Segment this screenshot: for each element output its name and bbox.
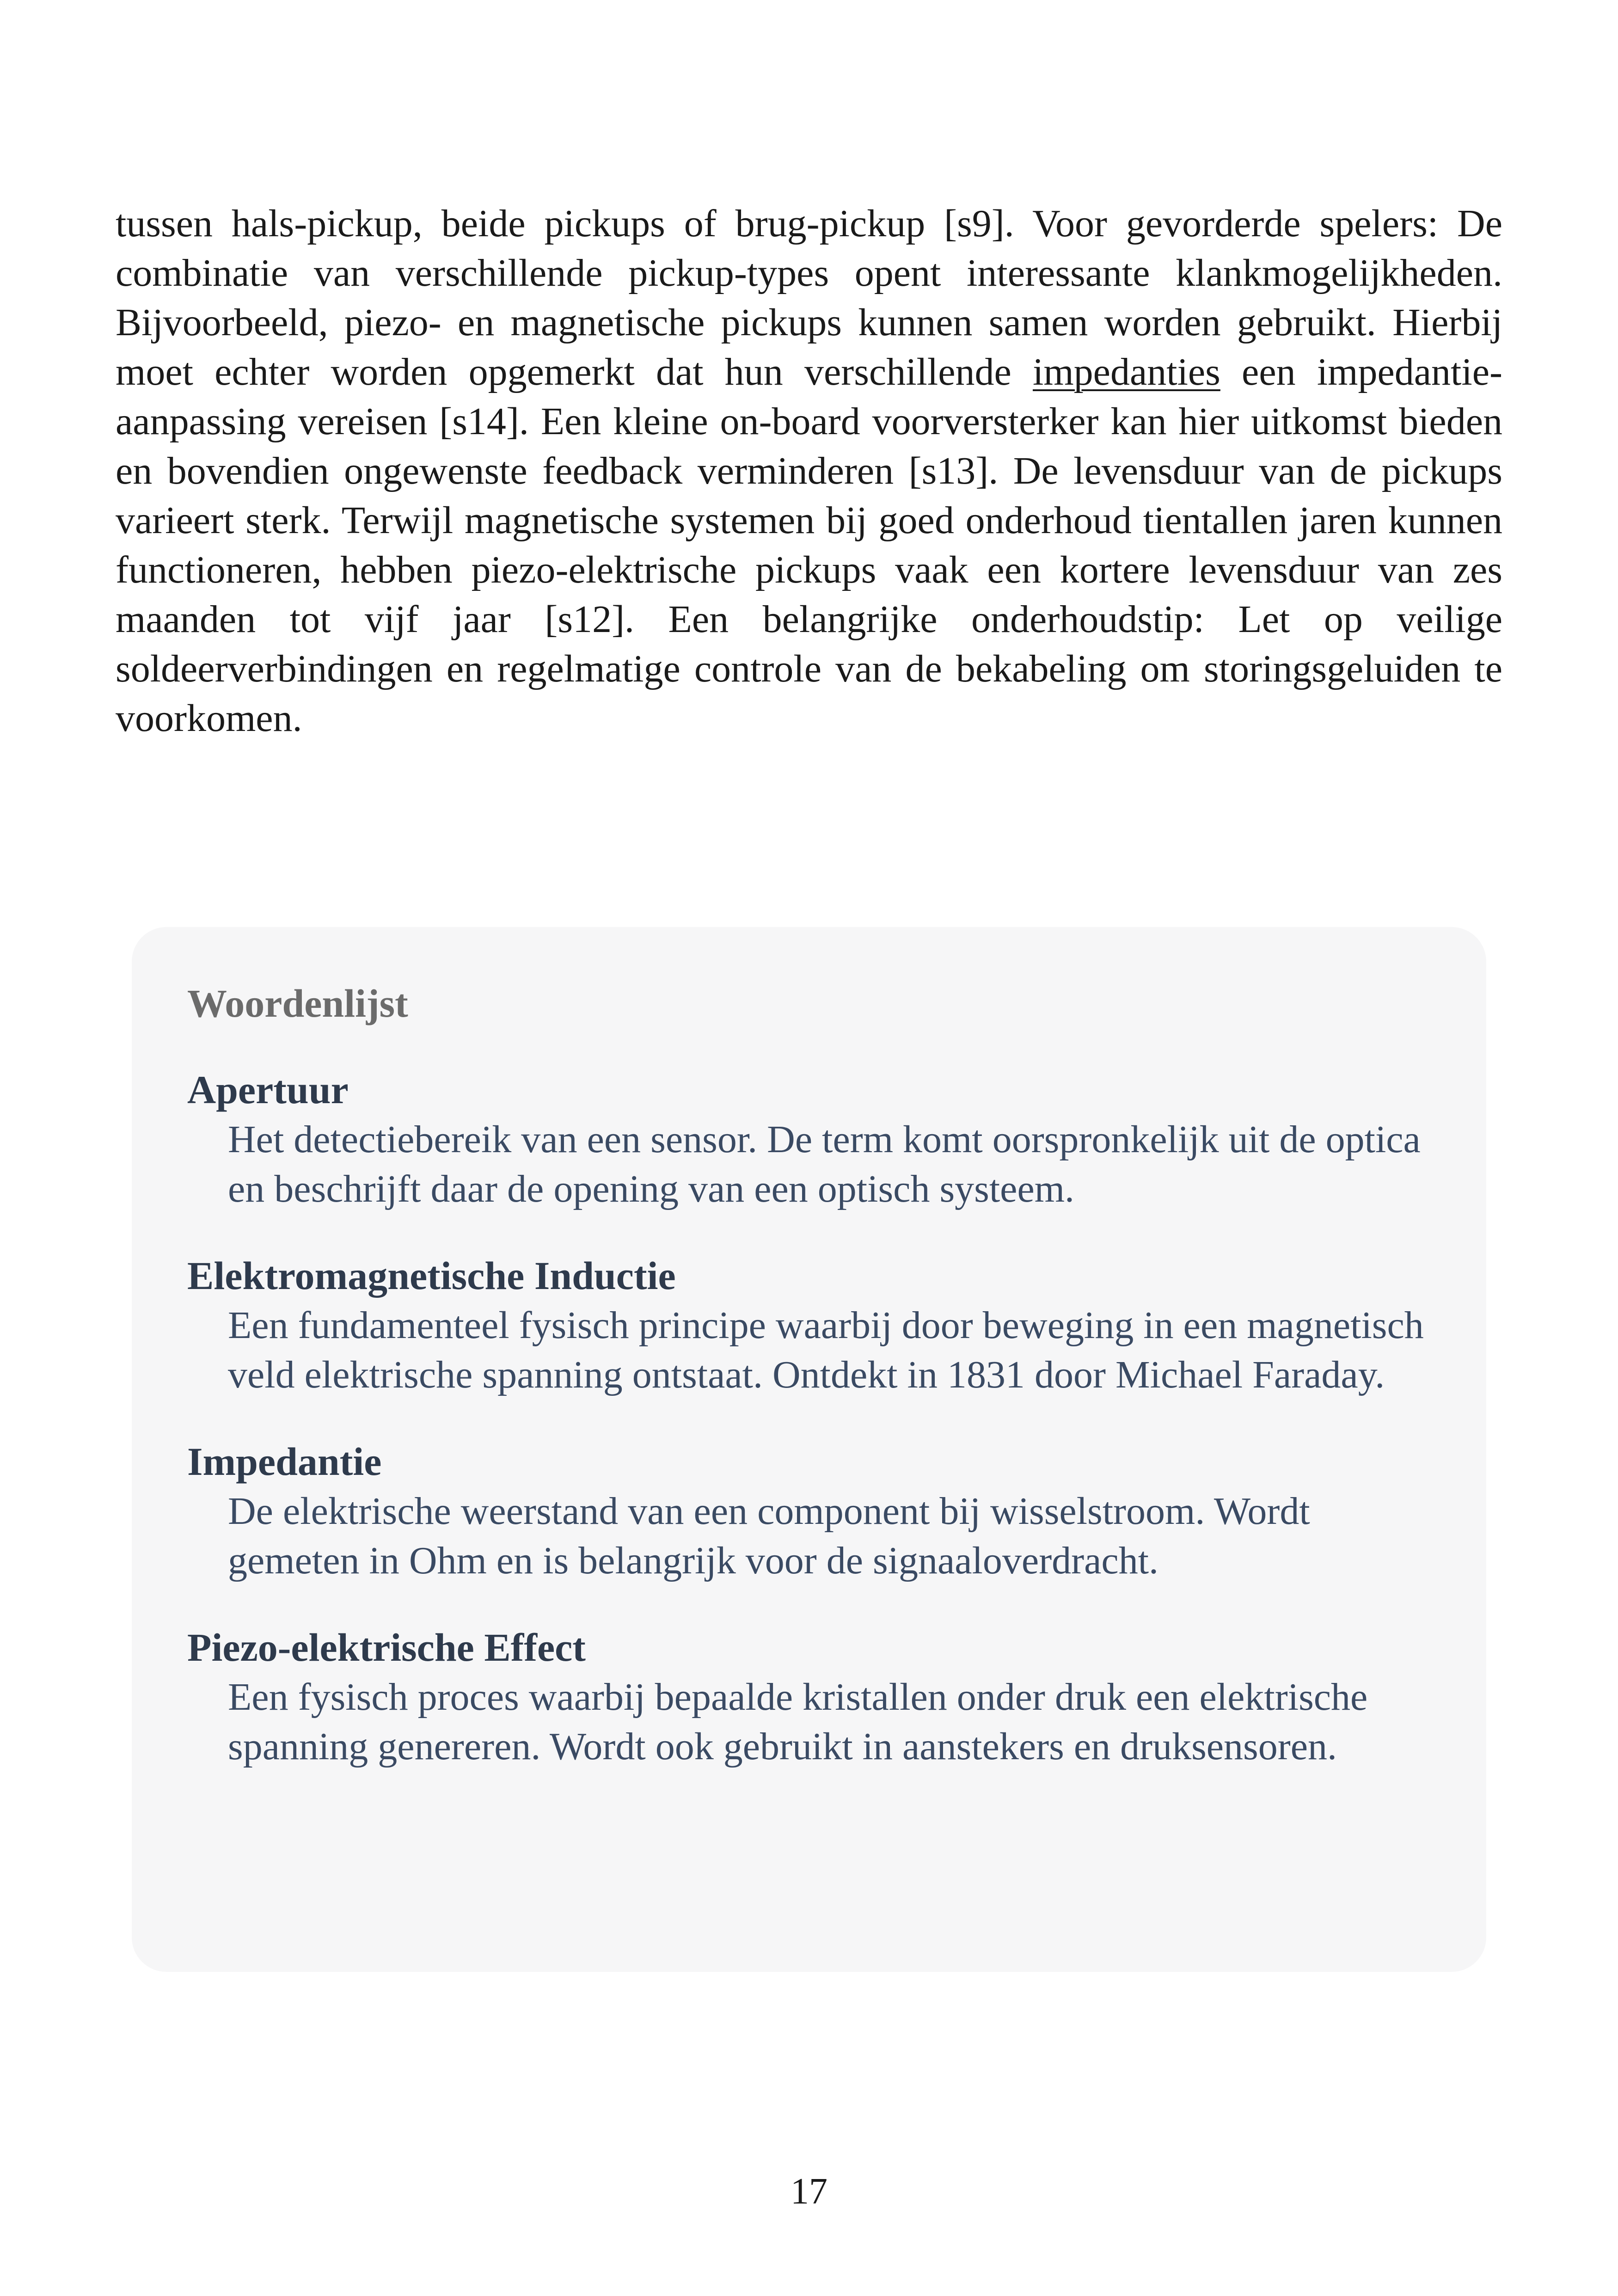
body-paragraph bbox=[116, 199, 1502, 743]
page-number: 17 bbox=[791, 2171, 827, 2212]
glossary-term: Piezo-elektrische Effect bbox=[187, 1625, 586, 1670]
glossary-definition: Een fundamenteel fysisch principe waarbij door beweging in een magnetisch veld elektrische spanning ontstaat. Ontdekt in 1831 door Michael Faraday. bbox=[228, 1304, 1424, 1396]
glossary-entry-apertuur bbox=[187, 1065, 1431, 1214]
body-text-part-2: een impedantie-aanpassing vereisen [s14]. Een kleine on-board voorversterker kan hier uitkomst bieden en bovendien ongewenste feedback verminderen [s13]. De levensduur van de pickups varieert sterk. Terwijl magnetische systemen bij goed onderhoud tientallen jaren kunnen functioneren, hebben piezo-elektrische pickups vaak een kortere levensduur van zes maanden tot vijf jaar [s12]. Een belangrijke onderhoudstip: Let op veilige soldeerverbindingen en regelmatige controle van de bekabeling om storingsgeluiden te voorkomen. bbox=[116, 350, 1502, 740]
glossary-entry-piezo-elektrische-effect bbox=[187, 1622, 1431, 1771]
body-text-part-1: tussen hals-pickup, beide pickups of brug-pickup [s9]. Voor gevorderde spelers: De combinatie van verschillende pickup-types opent interessante klankmogelijkheden. Bijvoorbeeld, piezo- en magnetische pickups kunnen samen worden gebruikt. Hierbij moet echter worden opgemerkt dat hun verschillende bbox=[116, 202, 1502, 393]
glossary-definition: Het detectiebereik van een sensor. De term komt oorspronkelijk uit de optica en beschrijft daar de opening van een optisch systeem. bbox=[228, 1118, 1421, 1210]
glossary-definition: De elektrische weerstand van een component bij wisselstroom. Wordt gemeten in Ohm en is belangrijk voor de signaaloverdracht. bbox=[228, 1490, 1310, 1582]
glossary-entry-elektromagnetische-inductie bbox=[187, 1251, 1431, 1400]
glossary-entry-impedantie bbox=[187, 1437, 1431, 1585]
glossary-box bbox=[132, 927, 1486, 1972]
glossary-term: Apertuur bbox=[187, 1068, 349, 1112]
glossary-definition: Een fysisch proces waarbij bepaalde kristallen onder druk een elektrische spanning genereren. Wordt ook gebruikt in aanstekers en druksensoren. bbox=[228, 1676, 1368, 1768]
glossary-term: Impedantie bbox=[187, 1439, 382, 1484]
impedanties-link[interactable]: impedanties bbox=[1032, 350, 1220, 393]
glossary-term: Elektromagnetische Inductie bbox=[187, 1253, 676, 1298]
glossary-title: Woordenlijst bbox=[187, 981, 408, 1025]
